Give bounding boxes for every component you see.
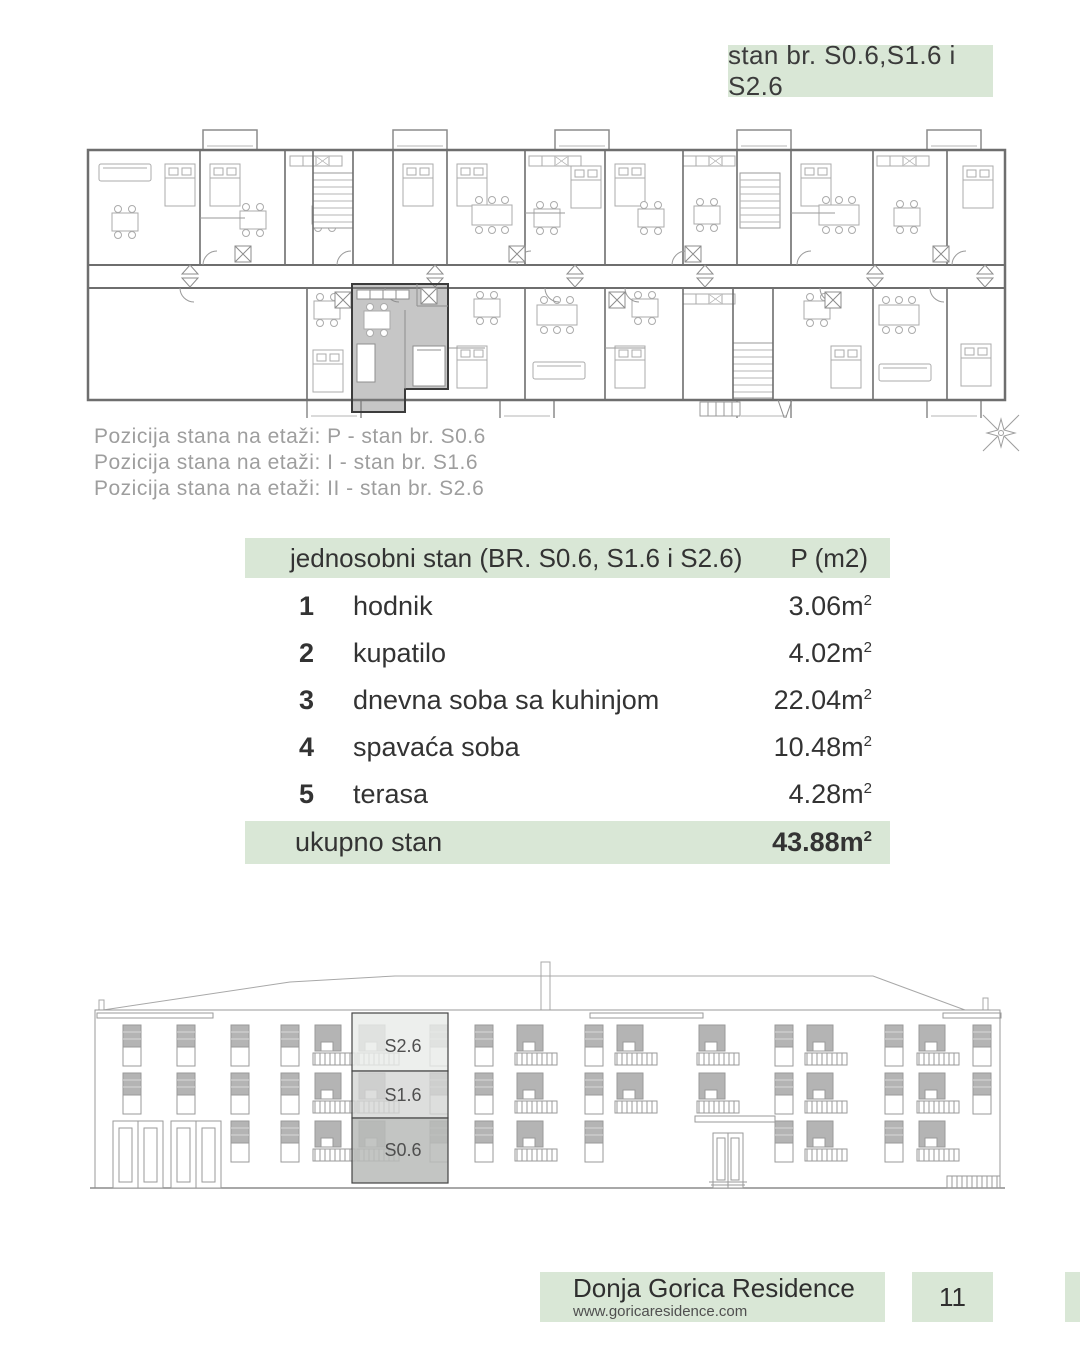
table-row: 4 spavaća soba $10.48m^2$: [299, 732, 872, 762]
area-table-rows: [245, 578, 890, 821]
floor-plan-drawing: [85, 118, 1010, 418]
floor-label-s16: S1.6: [384, 1085, 422, 1105]
table-row: 2 kupatilo $4.02m^2$: [299, 638, 872, 668]
total-value: $43.88m^2$: [772, 827, 872, 857]
note-line: Pozicija stana na etaži: II - stan br. S2.6: [94, 477, 485, 500]
table-row: 1 hodnik $3.06m^2$: [299, 591, 872, 621]
footer-edge-accent: [1065, 1272, 1080, 1322]
plan-shafts: [235, 246, 949, 308]
table-row: 3 dnevna soba sa kuhinjom $22.04m^2$: [299, 685, 872, 715]
page-number: 11: [939, 1281, 966, 1312]
note-line: Pozicija stana na etaži: I - stan br. S1.6: [94, 451, 479, 474]
table-row: 5 terasa $4.28m^2$: [299, 779, 872, 809]
elevation-highlight-stack: [352, 1013, 448, 1183]
area-table-total: [245, 821, 890, 864]
plan-furniture: [99, 156, 993, 392]
total-label: ukupno stan: [295, 827, 443, 857]
area-table: [245, 538, 890, 864]
area-table-title: jednosobni stan (BR. S0.6, S1.6 i S2.6): [290, 542, 743, 573]
position-notes: [94, 424, 486, 502]
footer-title: Donja Gorica Residence: [573, 1273, 855, 1303]
area-table-header: [245, 538, 890, 578]
compass-icon: [978, 410, 1024, 456]
apartment-badge: [728, 40, 993, 101]
note-line: Pozicija stana na etaži: P - stan br. S0.6: [94, 425, 486, 448]
plan-corridor-markers: [182, 265, 993, 287]
floor-label-s26: S2.6: [384, 1036, 422, 1056]
elevation-drawing: [85, 958, 1010, 1196]
floor-label-s06: S0.6: [384, 1140, 422, 1160]
plan-door-arcs: [180, 251, 966, 302]
page-number-box: [912, 1272, 993, 1322]
footer-url: www.goricaresidence.com: [573, 1303, 748, 1320]
plan-highlighted-unit: [352, 284, 448, 412]
elevation-roof: [99, 962, 988, 1010]
area-table-unit-header: P (m2): [790, 542, 868, 573]
apartment-badge-label: stan br. S0.6,S1.6 i S2.6: [728, 40, 956, 101]
footer-brand-box: [540, 1272, 885, 1322]
